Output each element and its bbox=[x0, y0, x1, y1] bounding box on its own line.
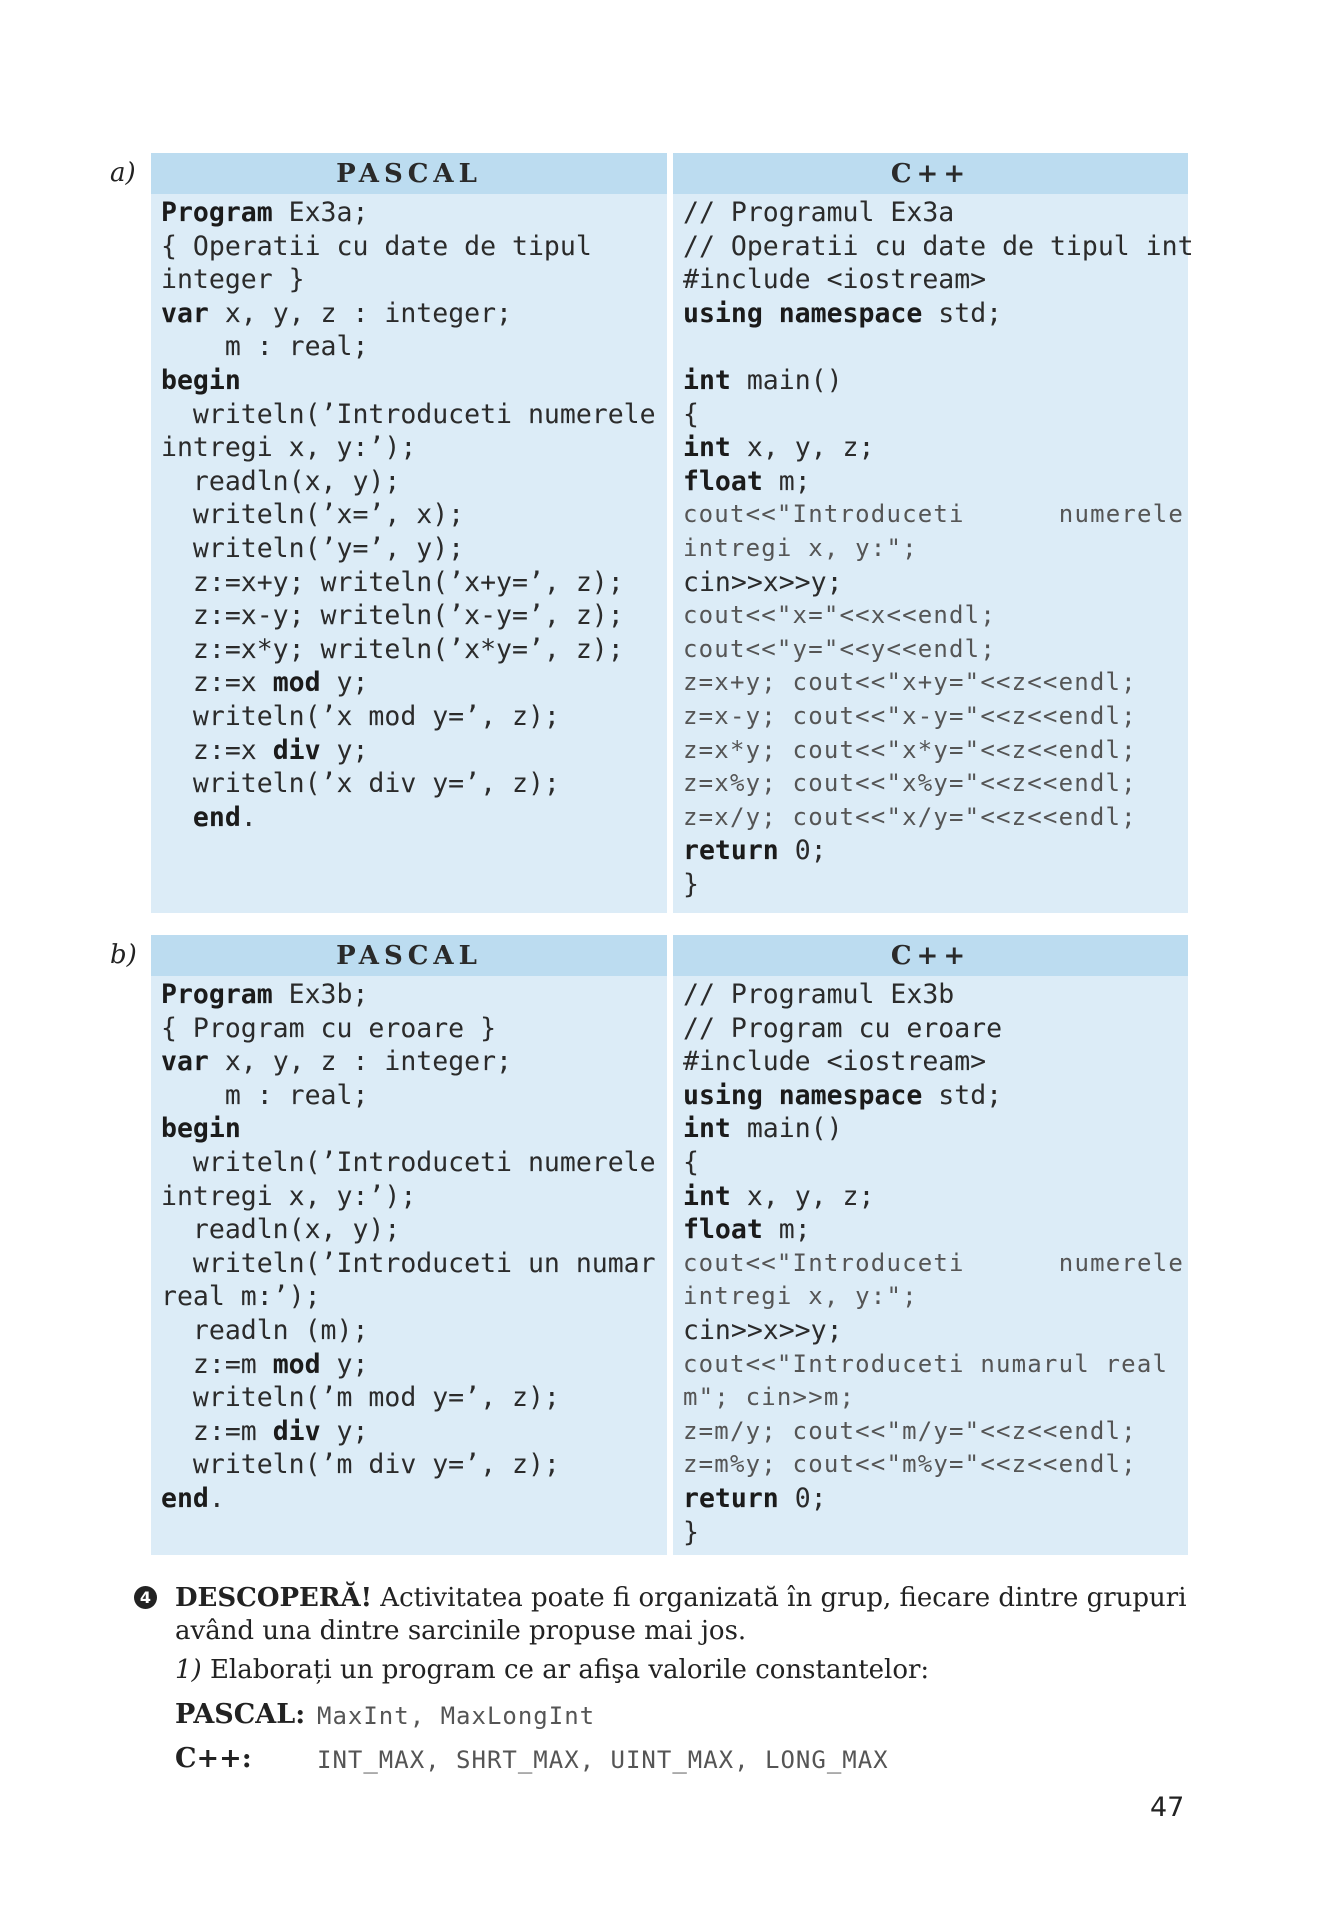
code-text: z:=x+y; writeln(’x+y=’, z); bbox=[161, 566, 624, 598]
code-text: writeln(’m div y=’, z); bbox=[161, 1449, 560, 1481]
code-text: intregi x, y:"; bbox=[683, 1282, 918, 1311]
code-text: z=x-y; cout<<"x-y="<<z<<endl; bbox=[683, 701, 1137, 730]
code-text: m : real; bbox=[161, 1079, 369, 1111]
code-line bbox=[161, 297, 663, 331]
code-keyword: float bbox=[683, 465, 763, 497]
page-number: 47 bbox=[1150, 1792, 1185, 1823]
code-keyword: div bbox=[272, 1415, 321, 1447]
pascal-constants: MaxInt, MaxLongInt bbox=[317, 1702, 596, 1730]
section-label-a: a) bbox=[110, 158, 136, 188]
code-text: writeln(’Introduceti numerele bbox=[161, 398, 656, 430]
code-text: y; bbox=[320, 667, 369, 699]
code-text: y; bbox=[320, 1348, 369, 1380]
pascal-code-a bbox=[161, 196, 663, 834]
code-line bbox=[161, 1415, 663, 1449]
code-line bbox=[683, 734, 1184, 768]
code-line bbox=[161, 364, 663, 398]
code-line bbox=[683, 868, 1184, 902]
code-text: writeln(’x=’, x); bbox=[161, 499, 465, 531]
task-text-line2: având una dintre sarcinile propuse mai jos. bbox=[175, 1616, 747, 1646]
code-keyword: mod bbox=[272, 1348, 321, 1380]
code-line bbox=[683, 297, 1184, 331]
code-keyword: end bbox=[161, 1482, 209, 1514]
code-line bbox=[161, 1280, 663, 1314]
code-keyword: begin bbox=[161, 1113, 241, 1145]
code-line bbox=[161, 1448, 663, 1482]
code-line bbox=[683, 431, 1184, 465]
code-line bbox=[161, 196, 663, 230]
pascal-header-b: PASCAL bbox=[151, 935, 667, 976]
code-text: z=x*y; cout<<"x*y="<<z<<endl; bbox=[683, 735, 1137, 764]
code-text: readln (m); bbox=[161, 1314, 369, 1346]
code-line bbox=[161, 633, 663, 667]
code-text: readln(x, y); bbox=[161, 465, 401, 497]
code-text: z:=m bbox=[161, 1415, 273, 1447]
task-item-number: 1) bbox=[175, 1655, 202, 1685]
code-line bbox=[683, 1516, 1184, 1550]
code-line bbox=[683, 1146, 1184, 1180]
code-keyword: div bbox=[272, 734, 321, 766]
code-line bbox=[683, 834, 1184, 868]
code-text: std; bbox=[922, 1079, 1003, 1111]
code-text: cout<<"y="<<y<<endl; bbox=[683, 634, 996, 663]
code-text: numerele bbox=[1058, 1248, 1184, 1277]
code-line bbox=[161, 498, 663, 532]
code-text: z=x+y; cout<<"x+y="<<z<<endl; bbox=[683, 668, 1137, 697]
code-text: z:=x*y; writeln(’x*y=’, z); bbox=[161, 633, 624, 665]
code-line bbox=[161, 767, 663, 801]
cpp-header-a: C++ bbox=[673, 153, 1188, 194]
code-line bbox=[161, 801, 663, 835]
code-text: main() bbox=[730, 1113, 843, 1145]
task-text-line1: Activitatea poate fi organizată în grup, fiecare dintre grupuri bbox=[372, 1583, 1187, 1613]
code-text: z=m%y; cout<<"m%y="<<z<<endl; bbox=[683, 1450, 1137, 1479]
code-text bbox=[161, 802, 193, 833]
code-line bbox=[683, 364, 1184, 398]
code-line bbox=[683, 1280, 1184, 1314]
code-keyword: var bbox=[161, 297, 209, 329]
code-text: cout<<"Introduceti bbox=[683, 500, 965, 529]
code-line bbox=[161, 1012, 663, 1046]
code-text: x, y, z; bbox=[730, 432, 875, 464]
code-line bbox=[161, 1348, 663, 1382]
code-text: numerele bbox=[1058, 500, 1184, 529]
cpp-header-b: C++ bbox=[673, 935, 1188, 976]
code-keyword: int bbox=[683, 432, 731, 464]
code-text: { Program cu eroare } bbox=[161, 1012, 497, 1044]
code-line bbox=[683, 1112, 1184, 1146]
code-line bbox=[161, 1045, 663, 1079]
pascal-box-b bbox=[151, 935, 667, 1555]
code-text: intregi x, y:’); bbox=[161, 432, 417, 464]
code-line bbox=[161, 1381, 663, 1415]
code-keyword: return bbox=[683, 1482, 779, 1514]
code-line bbox=[161, 599, 663, 633]
code-line bbox=[161, 263, 663, 297]
code-line bbox=[683, 398, 1184, 432]
task-intro bbox=[175, 1583, 1195, 1613]
code-text: 0; bbox=[778, 835, 827, 867]
pascal-box-a bbox=[151, 153, 667, 913]
code-text: } bbox=[683, 868, 699, 900]
code-keyword: mod bbox=[272, 667, 321, 699]
code-line bbox=[683, 566, 1184, 600]
code-line bbox=[161, 1213, 663, 1247]
code-keyword: return bbox=[683, 835, 779, 867]
code-text: z:=x bbox=[161, 667, 273, 699]
code-text: // Programul Ex3a bbox=[683, 197, 955, 228]
code-text: y; bbox=[320, 734, 369, 766]
code-line bbox=[683, 532, 1184, 566]
code-keyword: int bbox=[683, 364, 731, 396]
code-text: std; bbox=[922, 297, 1003, 329]
code-text: #include <iostream> bbox=[683, 1046, 987, 1078]
code-text: intregi x, y:’); bbox=[161, 1180, 417, 1212]
code-line bbox=[683, 700, 1184, 734]
code-line bbox=[683, 196, 1184, 230]
cpp-box-b bbox=[673, 935, 1188, 1555]
code-text: cout<<"x="<<x<<endl; bbox=[683, 601, 996, 630]
code-line bbox=[161, 978, 663, 1012]
code-line bbox=[161, 1247, 663, 1281]
code-line bbox=[683, 1079, 1184, 1113]
code-text: writeln(’x mod y=’, z); bbox=[161, 700, 560, 732]
cpp-box-a bbox=[673, 153, 1194, 913]
code-text: m; bbox=[762, 1214, 811, 1246]
code-text: #include <iostream> bbox=[683, 264, 987, 296]
pascal-label: PASCAL: bbox=[175, 1699, 306, 1730]
code-line bbox=[161, 398, 663, 432]
code-text: // Operatii cu date de tipul int bbox=[683, 230, 1194, 262]
code-text: Ex3a; bbox=[272, 197, 369, 228]
task-number-icon: 4 bbox=[134, 1586, 157, 1609]
cpp-label: C++: bbox=[175, 1743, 252, 1774]
code-line bbox=[161, 431, 663, 465]
code-text: z:=x-y; writeln(’x-y=’, z); bbox=[161, 600, 624, 632]
section-label-b: b) bbox=[110, 940, 137, 970]
code-text: writeln(’Introduceti un numar bbox=[161, 1247, 656, 1279]
code-line bbox=[161, 1482, 663, 1516]
code-text: writeln(’y=’, y); bbox=[161, 532, 465, 564]
code-text: y; bbox=[320, 1415, 369, 1447]
code-text: cin>>x>>y; bbox=[683, 566, 843, 598]
code-text: x, y, z; bbox=[730, 1180, 875, 1212]
code-line bbox=[683, 498, 1184, 532]
code-text: cout<<"Introduceti bbox=[683, 1248, 965, 1277]
code-text: z:=m bbox=[161, 1348, 273, 1380]
code-line bbox=[683, 1213, 1184, 1247]
code-keyword: float bbox=[683, 1214, 763, 1246]
code-line bbox=[683, 1348, 1184, 1382]
code-line bbox=[161, 465, 663, 499]
code-keyword: var bbox=[161, 1046, 209, 1078]
code-keyword: int bbox=[683, 1113, 731, 1145]
code-text: . bbox=[208, 1482, 225, 1514]
code-text: // Program cu eroare bbox=[683, 1012, 1003, 1044]
code-text: } bbox=[683, 1516, 699, 1548]
code-line bbox=[161, 566, 663, 600]
code-line bbox=[161, 1314, 663, 1348]
code-line bbox=[161, 532, 663, 566]
code-text: writeln(’Introduceti numerele bbox=[161, 1146, 656, 1178]
code-text: z=x/y; cout<<"x/y="<<z<<endl; bbox=[683, 802, 1137, 831]
code-line bbox=[161, 1112, 663, 1146]
code-line bbox=[161, 1079, 663, 1113]
code-line bbox=[161, 330, 663, 364]
code-text: real m:’); bbox=[161, 1281, 321, 1313]
code-text: writeln(’m mod y=’, z); bbox=[161, 1382, 560, 1414]
code-line bbox=[683, 230, 1194, 264]
code-line bbox=[683, 1381, 1184, 1415]
code-line bbox=[161, 1180, 663, 1214]
cpp-code-b bbox=[683, 978, 1184, 1549]
code-line bbox=[683, 633, 1184, 667]
code-text: x, y, z : integer; bbox=[208, 297, 513, 329]
code-line bbox=[683, 1314, 1184, 1348]
code-text: integer } bbox=[161, 264, 305, 296]
pascal-code-b bbox=[161, 978, 663, 1516]
code-line bbox=[683, 666, 1184, 700]
code-line bbox=[683, 801, 1184, 835]
code-line bbox=[683, 1045, 1184, 1079]
code-line bbox=[161, 1146, 663, 1180]
code-keyword: using namespace bbox=[683, 297, 923, 329]
code-text: z=m/y; cout<<"m/y="<<z<<endl; bbox=[683, 1416, 1137, 1445]
code-line bbox=[161, 734, 663, 768]
code-line bbox=[161, 700, 663, 734]
code-text: writeln(’x div y=’, z); bbox=[161, 768, 560, 800]
pascal-header-a: PASCAL bbox=[151, 153, 667, 194]
code-line bbox=[683, 1482, 1184, 1516]
code-keyword: begin bbox=[161, 364, 241, 396]
code-line bbox=[683, 978, 1184, 1012]
code-keyword: Program bbox=[161, 979, 273, 1010]
code-line bbox=[683, 1012, 1184, 1046]
code-text: Ex3b; bbox=[272, 979, 369, 1010]
code-text: 0; bbox=[778, 1482, 827, 1514]
code-keyword: end bbox=[192, 801, 241, 833]
code-text: m; bbox=[762, 465, 811, 497]
code-keyword: int bbox=[683, 1180, 731, 1212]
code-line bbox=[683, 1448, 1184, 1482]
code-line bbox=[683, 599, 1184, 633]
code-text: { Operatii cu date de tipul bbox=[161, 230, 592, 262]
code-text: m"; cin>>m; bbox=[683, 1383, 856, 1412]
code-text: z:=x bbox=[161, 734, 273, 766]
cpp-constants: INT_MAX, SHRT_MAX, UINT_MAX, LONG_MAX bbox=[317, 1746, 889, 1774]
code-line bbox=[683, 1180, 1184, 1214]
code-line bbox=[683, 767, 1184, 801]
code-text: { bbox=[683, 1146, 699, 1178]
task-title: DESCOPERĂ! bbox=[175, 1583, 373, 1613]
code-keyword: using namespace bbox=[683, 1079, 923, 1111]
code-text: intregi x, y:"; bbox=[683, 533, 918, 562]
code-text: main() bbox=[730, 364, 843, 396]
code-line bbox=[683, 1415, 1184, 1449]
code-line bbox=[683, 263, 1184, 297]
code-text: . bbox=[240, 801, 257, 833]
code-text: x, y, z : integer; bbox=[208, 1046, 513, 1078]
code-text: readln(x, y); bbox=[161, 1214, 401, 1246]
task-item bbox=[175, 1655, 1195, 1685]
code-line bbox=[683, 1247, 1184, 1281]
code-line bbox=[683, 465, 1184, 499]
task-item-text: Elaborați un program ce ar afişa valorile constantelor: bbox=[201, 1655, 930, 1685]
code-text: m : real; bbox=[161, 331, 369, 363]
code-line bbox=[161, 230, 663, 264]
code-text: cout<<"Introduceti numarul real bbox=[683, 1349, 1169, 1378]
code-line bbox=[161, 666, 663, 700]
code-text: { bbox=[683, 398, 699, 430]
code-text: cin>>x>>y; bbox=[683, 1314, 843, 1346]
code-line bbox=[683, 330, 1184, 364]
code-text: // Programul Ex3b bbox=[683, 979, 955, 1010]
code-keyword: Program bbox=[161, 197, 273, 228]
code-text: z=x%y; cout<<"x%y="<<z<<endl; bbox=[683, 769, 1137, 798]
cpp-code-a bbox=[683, 196, 1194, 901]
